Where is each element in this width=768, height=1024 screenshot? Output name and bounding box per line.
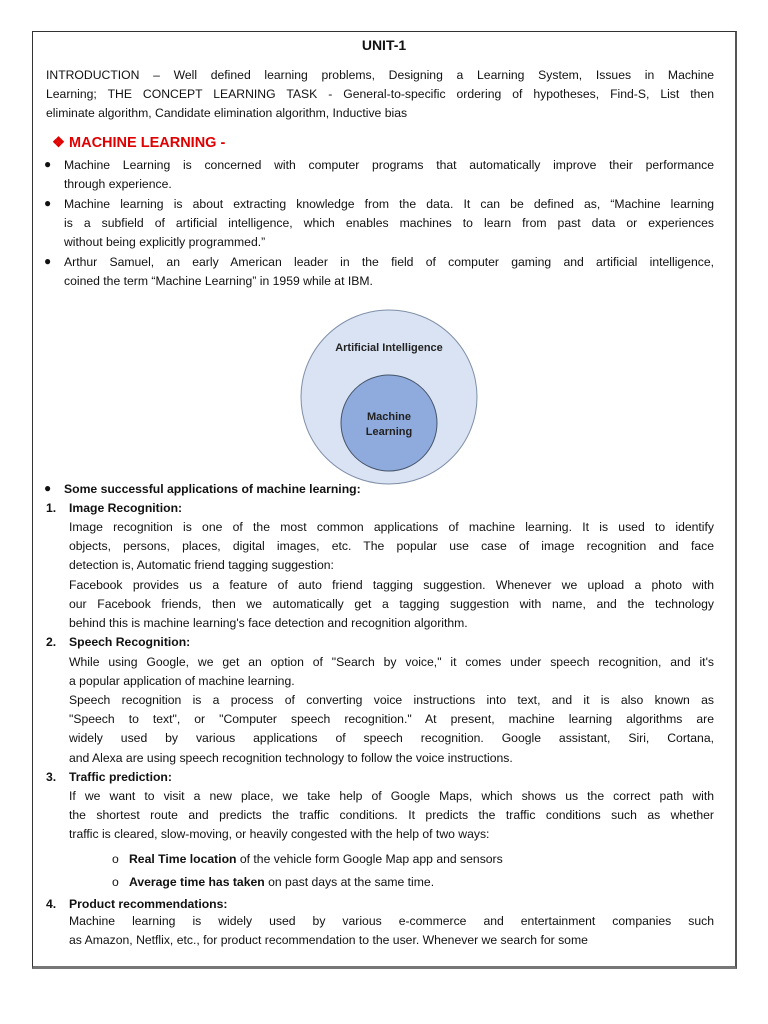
ml-bullet-3 (64, 253, 714, 291)
text-line: Arthur Samuel, an early American leader in the field of computer gaming and artificial intelligence, (64, 255, 714, 269)
text-line: and Alexa are using speech recognition technology to follow the voice instructions. (69, 750, 513, 765)
app-title-product-recommendations: Product recommendations: (69, 897, 228, 911)
sub-bullet-1: Real Time location of the vehicle form Google Map app and sensors (129, 852, 503, 866)
text-line: eliminate algorithm, Candidate elimination algorithm, Inductive bias (46, 106, 408, 121)
app-number: 2. (46, 635, 57, 649)
apps-heading: Some successful applications of machine learning: (64, 482, 361, 496)
text-line: traffic is cleared, slow-moving, or heavily congested with the help of two ways: (69, 827, 490, 842)
text-line: as Amazon, Netflix, etc., for product recommendation to the user. Whenever we search for some (69, 933, 588, 948)
text-line: Machine learning is widely used by various e-commerce and entertainment companies such (69, 914, 714, 928)
bullet-icon: ● (44, 254, 52, 268)
image-recognition-text-2 (69, 576, 714, 634)
speech-recognition-text-2 (69, 691, 714, 768)
text-line: the shortest route and predicts the traffic conditions. It predicts the traffic conditions such as whether (69, 808, 714, 823)
bullet-icon: ● (44, 157, 52, 171)
image-recognition-text (69, 518, 714, 576)
text-line: without being explicitly programmed.” (64, 235, 266, 250)
text-line: Learning; THE CONCEPT LEARNING TASK - General-to-specific ordering of hypotheses, Find-S, List then (46, 87, 714, 102)
text-line: Machine Learning is concerned with computer programs that automatically improve their performance (64, 158, 714, 172)
ai-label: Artificial Intelligence (335, 342, 443, 354)
text-line: If we want to visit a new place, we take help of Google Maps, which shows us the correct path with (69, 789, 714, 803)
text-line: "Speech to text", or "Computer speech recognition." At present, machine learning algorithms are (69, 712, 714, 727)
app-number: 3. (46, 770, 57, 784)
text-line: our Facebook friends, then we automatically get a tagging suggestion with name, and the technology (69, 597, 714, 612)
ml-bullet-2 (64, 195, 714, 253)
product-recommendations-text (69, 912, 714, 950)
ml-heading (52, 135, 225, 151)
circle-bullet-icon: o (112, 852, 119, 866)
app-number: 4. (46, 897, 57, 911)
text-line: coined the term “Machine Learning” in 1959 while at IBM. (64, 274, 373, 289)
app-title-traffic-prediction: Traffic prediction: (69, 770, 172, 784)
app-title-image-recognition: Image Recognition: (69, 501, 183, 515)
text-line: objects, persons, places, digital images, etc. The popular use case of image recognition and face (69, 539, 714, 554)
text-line: Speech recognition is a process of converting voice instructions into text, and it is also known as (69, 693, 714, 707)
sub-bullet-2: Average time has taken on past days at the same time. (129, 875, 435, 889)
text-line: behind this is machine learning's face detection and recognition algorithm. (69, 616, 468, 631)
text-line: Image recognition is one of the most common applications of machine learning. It is used to identify (69, 520, 714, 534)
intro-paragraph (46, 66, 714, 124)
text-line: a popular application of machine learning. (69, 674, 295, 689)
text-line: While using Google, we get an option of "Search by voice," it comes under speech recognition, and it's (69, 655, 714, 669)
speech-recognition-text (69, 653, 714, 691)
circle-bullet-icon: o (112, 875, 119, 889)
ai-ml-diagram (298, 308, 480, 486)
text-line: through experience. (64, 177, 172, 192)
ml-heading-text: MACHINE LEARNING - (69, 135, 226, 151)
text-line: Facebook provides us a feature of auto friend tagging suggestion. Whenever we upload a photo with (69, 578, 714, 592)
text-line: detection is, Automatic friend tagging suggestion: (69, 558, 334, 573)
app-title-speech-recognition: Speech Recognition: (69, 635, 191, 649)
text-line: INTRODUCTION – Well defined learning problems, Designing a Learning System, Issues in Machine (46, 68, 714, 82)
page-title: UNIT-1 (361, 37, 407, 53)
bullet-icon: ● (44, 196, 52, 210)
ml-label-2: Learning (365, 426, 413, 438)
text-line: widely used by various applications of speech recognition. Google assistant, Siri, Cortana, (69, 731, 714, 746)
ml-circle (341, 375, 437, 471)
ml-label-1: Machine (366, 411, 412, 423)
text-line: is a subfield of artificial intelligence, which enables machines to learn from past data or experiences (64, 216, 714, 231)
text-line: Machine learning is about extracting knowledge from the data. It can be defined as, “Machine learning (64, 197, 714, 211)
bullet-icon: ● (44, 481, 52, 495)
diamond-bullet-icon: ❖ (52, 135, 70, 151)
ml-bullet-1 (64, 156, 714, 194)
app-number: 1. (46, 501, 57, 515)
traffic-prediction-text (69, 787, 714, 845)
